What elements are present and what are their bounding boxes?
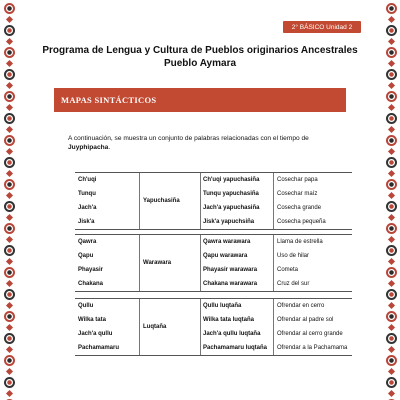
meaning: Cosechar papa	[277, 177, 318, 183]
border-diamond-icon	[5, 126, 12, 133]
base-word: Wilka tata	[78, 317, 106, 323]
compound-word: Jisk'a yapuchsiña	[203, 219, 255, 225]
base-word: Tunqu	[78, 191, 96, 197]
table-row	[75, 341, 352, 355]
base-word: Pachamamaru	[78, 345, 120, 351]
border-diamond-icon	[5, 82, 12, 89]
border-diamond-icon	[387, 192, 394, 199]
border-diamond-icon	[5, 324, 12, 331]
border-motif-icon	[386, 311, 397, 322]
border-diamond-icon	[387, 236, 394, 243]
table-row	[75, 327, 352, 341]
border-motif-icon	[4, 201, 15, 212]
border-diamond-icon	[5, 192, 12, 199]
people-title: Pueblo Aymara	[163, 58, 237, 69]
border-diamond-icon	[387, 170, 394, 177]
border-diamond-icon	[5, 170, 12, 177]
document-header	[30, 44, 370, 70]
table-row	[75, 173, 352, 187]
border-motif-icon	[386, 355, 397, 366]
border-motif-icon	[4, 113, 15, 124]
border-diamond-icon	[387, 302, 394, 309]
compound-word: Phayasir warawara	[203, 267, 258, 273]
intro-end: .	[108, 144, 111, 151]
base-word: Jach'a qullu	[78, 331, 113, 337]
border-motif-icon	[386, 201, 397, 212]
border-diamond-icon	[5, 38, 12, 45]
table-row	[75, 299, 352, 313]
program-title: Programa de Lengua y Cultura de Pueblos originarios Ancestrales	[42, 45, 358, 56]
base-word: Jach'a	[78, 205, 97, 211]
meaning: Cosecha pequeña	[277, 219, 326, 225]
border-motif-icon	[4, 47, 15, 58]
border-motif-icon	[386, 179, 397, 190]
border-motif-icon	[386, 245, 397, 256]
meaning: Ofrendar en cerro	[277, 303, 325, 309]
table-row	[75, 215, 352, 229]
meaning: Uso de hilar	[277, 253, 310, 259]
border-motif-icon	[386, 377, 397, 388]
meaning: Cosecha grande	[277, 205, 322, 211]
compound-word: Jach'a yapuchasiña	[203, 205, 260, 211]
meaning: Cometa	[277, 267, 299, 273]
intro-paragraph	[68, 134, 348, 152]
table-row	[75, 263, 352, 277]
border-diamond-icon	[5, 258, 12, 265]
meaning: Cosechar maíz	[277, 191, 318, 197]
table-row	[75, 277, 352, 291]
border-motif-icon	[386, 157, 397, 168]
border-motif-icon	[386, 135, 397, 146]
base-word: Phayasir	[78, 267, 104, 273]
border-diamond-icon	[387, 214, 394, 221]
base-word: Qullu	[78, 303, 94, 309]
border-motif-icon	[4, 25, 15, 36]
meaning: Llama de estrella	[277, 239, 323, 245]
right-decorative-border	[383, 0, 399, 400]
table-row	[75, 201, 352, 215]
compound-word: Ch'uqi yapuchasiña	[203, 177, 260, 183]
intro-emphasis: Juyphipacha	[68, 144, 109, 151]
border-diamond-icon	[387, 82, 394, 89]
compound-word: Wilka tata luqtaña	[203, 317, 254, 323]
compound-word: Chakana warawara	[203, 281, 258, 287]
base-word: Qawra	[78, 239, 97, 245]
border-motif-icon	[4, 377, 15, 388]
border-diamond-icon	[387, 390, 394, 397]
border-motif-icon	[4, 355, 15, 366]
border-diamond-icon	[387, 16, 394, 23]
table-row	[75, 313, 352, 327]
grade-badge: 2° BÁSICO Unidad 2	[283, 21, 361, 33]
meaning: Cruz del sur	[277, 281, 310, 287]
border-motif-icon	[386, 3, 397, 14]
border-diamond-icon	[5, 368, 12, 375]
border-diamond-icon	[387, 280, 394, 287]
table-row	[75, 249, 352, 263]
border-motif-icon	[4, 267, 15, 278]
group-suffix: Yapuchasiña	[143, 198, 180, 204]
border-diamond-icon	[387, 148, 394, 155]
compound-word: Pachamamaru luqtaña	[203, 345, 268, 351]
border-motif-icon	[4, 91, 15, 102]
border-motif-icon	[4, 289, 15, 300]
border-diamond-icon	[5, 148, 12, 155]
border-motif-icon	[386, 333, 397, 344]
border-diamond-icon	[5, 236, 12, 243]
word-group	[75, 298, 352, 356]
intro-text: A continuación, se muestra un conjunto de palabras relacionadas con el tiempo de	[68, 135, 309, 142]
table-row	[75, 235, 352, 249]
border-diamond-icon	[387, 368, 394, 375]
compound-word: Tunqu yapuchasiña	[203, 191, 259, 197]
section-title: MAPAS SINTÁCTICOS	[61, 95, 157, 105]
border-diamond-icon	[5, 346, 12, 353]
section-banner	[54, 88, 346, 112]
border-motif-icon	[4, 135, 15, 146]
border-motif-icon	[386, 91, 397, 102]
word-group	[75, 172, 352, 230]
border-motif-icon	[4, 311, 15, 322]
border-motif-icon	[386, 267, 397, 278]
border-motif-icon	[386, 113, 397, 124]
border-diamond-icon	[5, 104, 12, 111]
meaning: Ofrendar al padre sol	[277, 317, 334, 323]
border-diamond-icon	[5, 390, 12, 397]
border-motif-icon	[4, 69, 15, 80]
border-motif-icon	[386, 69, 397, 80]
border-diamond-icon	[387, 60, 394, 67]
base-word: Jisk'a	[78, 219, 95, 225]
base-word: Qapu	[78, 253, 94, 259]
border-motif-icon	[4, 223, 15, 234]
border-motif-icon	[4, 333, 15, 344]
group-suffix: Luqtaña	[143, 324, 167, 330]
border-diamond-icon	[387, 126, 394, 133]
word-group	[75, 234, 352, 292]
border-motif-icon	[386, 25, 397, 36]
compound-word: Qullu luqtaña	[203, 303, 242, 309]
border-motif-icon	[386, 47, 397, 58]
border-diamond-icon	[5, 280, 12, 287]
border-diamond-icon	[387, 258, 394, 265]
meaning: Ofrendar al cerro grande	[277, 331, 343, 337]
border-motif-icon	[4, 3, 15, 14]
border-motif-icon	[4, 157, 15, 168]
base-word: Chakana	[78, 281, 104, 287]
meaning: Ofrendar a la Pachamama	[277, 345, 348, 351]
base-word: Ch'uqi	[78, 177, 97, 183]
compound-word: Qapu warawara	[203, 253, 248, 259]
border-motif-icon	[386, 289, 397, 300]
table-row	[75, 187, 352, 201]
border-diamond-icon	[5, 302, 12, 309]
border-diamond-icon	[387, 104, 394, 111]
border-motif-icon	[4, 245, 15, 256]
border-motif-icon	[4, 179, 15, 190]
compound-word: Qawra warawara	[203, 239, 251, 245]
border-diamond-icon	[5, 16, 12, 23]
border-motif-icon	[386, 223, 397, 234]
border-diamond-icon	[387, 38, 394, 45]
border-diamond-icon	[5, 214, 12, 221]
border-diamond-icon	[387, 324, 394, 331]
border-diamond-icon	[5, 60, 12, 67]
border-diamond-icon	[387, 346, 394, 353]
compound-word: Jach'a qullu luqtaña	[203, 331, 261, 337]
left-decorative-border	[1, 0, 17, 400]
group-suffix: Warawara	[143, 260, 172, 266]
